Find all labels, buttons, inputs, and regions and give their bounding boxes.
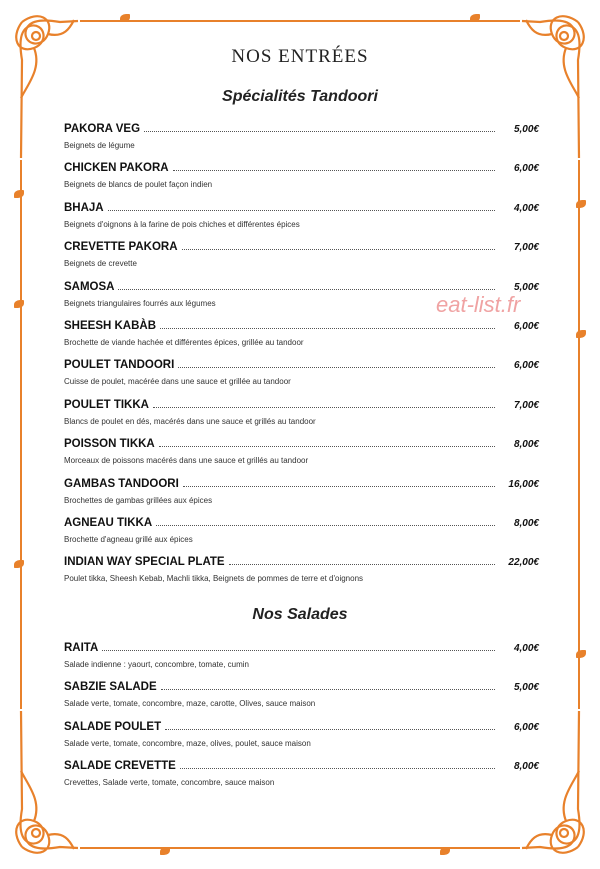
item-name: BHAJA (64, 201, 104, 214)
item-description: Blancs de poulet en dés, macérés dans une sauce et grillés au tandoor (64, 416, 316, 426)
menu-item (64, 398, 539, 437)
salades-list (64, 641, 539, 799)
item-description: Brochette d'agneau grillé aux épices (64, 534, 193, 544)
item-name: AGNEAU TIKKA (64, 516, 153, 529)
item-description: Poulet tikka, Sheesh Kebab, Machli tikka, Beignets de pommes de terre et d'oignons (64, 574, 364, 584)
leaf-icon (160, 847, 170, 855)
frame-right-line (578, 160, 580, 709)
dot-leader (144, 122, 495, 132)
leaf-icon (14, 560, 24, 568)
item-description: Beignets de blancs de poulet façon indien (64, 180, 213, 190)
item-name: GAMBAS TANDOORI (64, 477, 179, 490)
leaf-icon (14, 190, 24, 198)
frame-bottom-line (80, 847, 520, 849)
item-description: Salade verte, tomate, concombre, maze, carotte, Olives, sauce maison (64, 699, 316, 709)
item-description: Beignets triangulaires fourrés aux légumes (64, 298, 216, 308)
item-name: POULET TANDOORI (64, 359, 175, 372)
menu-item (64, 759, 539, 798)
item-name: SAMOSA (64, 280, 115, 293)
dot-leader (173, 161, 495, 171)
item-description: Salade indienne : yaourt, concombre, tomate, cumin (64, 660, 249, 669)
dot-leader (180, 759, 495, 769)
menu-item (64, 358, 539, 397)
item-name: SHEESH KABÀB (64, 319, 157, 332)
section-title-salades: Nos Salades (252, 606, 348, 623)
menu-item (64, 477, 539, 516)
item-name: SALADE CREVETTE (64, 760, 176, 773)
item-price: 8,00€ (513, 761, 539, 773)
leaf-icon (440, 847, 450, 855)
item-price: 8,00€ (513, 517, 539, 529)
menu-item (64, 680, 539, 719)
dot-leader (102, 641, 495, 651)
item-name: SABZIE SALADE (64, 681, 157, 694)
item-price: 4,00€ (513, 202, 539, 214)
item-price: 16,00€ (508, 478, 539, 490)
item-name: SALADE POULET (64, 720, 162, 733)
dot-leader (156, 516, 495, 526)
frame-top-line (80, 20, 520, 22)
menu-item (64, 161, 539, 200)
menu-item (64, 641, 539, 680)
item-description: Salade verte, tomate, concombre, maze, olives, poulet, sauce maison (64, 738, 311, 748)
item-name: CHICKEN PAKORA (64, 162, 169, 175)
item-price: 5,00€ (513, 682, 539, 694)
item-name: PAKORA VEG (64, 123, 141, 135)
dot-leader (153, 398, 495, 408)
item-name: CREVETTE PAKORA (64, 241, 178, 254)
menu-item (64, 720, 539, 759)
dot-leader (183, 477, 495, 487)
dot-leader (182, 240, 495, 250)
item-description: Brochettes de gambas grillées aux épices (64, 495, 213, 505)
page-title: NOS ENTRÉES (231, 46, 369, 67)
item-price: 4,00€ (513, 643, 539, 654)
dot-leader (108, 201, 495, 211)
tandoori-list (64, 122, 539, 595)
item-price: 7,00€ (513, 242, 539, 254)
item-price: 5,00€ (513, 124, 539, 135)
item-price: 6,00€ (513, 721, 539, 733)
frame-left-line (20, 160, 22, 709)
leaf-icon (576, 330, 586, 338)
menu-item (64, 516, 539, 555)
menu-item (64, 240, 539, 279)
dot-leader (178, 358, 495, 368)
item-price: 6,00€ (513, 320, 539, 332)
item-price: 6,00€ (513, 163, 539, 175)
item-description: Beignets d'oignons à la farine de pois chiches et différentes épices (64, 219, 300, 229)
menu-item (64, 437, 539, 476)
item-price: 5,00€ (513, 281, 539, 293)
item-price: 7,00€ (513, 399, 539, 411)
menu-item (64, 319, 539, 358)
menu-item (64, 201, 539, 240)
item-name: RAITA (64, 642, 99, 654)
item-price: 22,00€ (508, 557, 539, 569)
item-description: Cuisse de poulet, macérée dans une sauce et grillée au tandoor (64, 377, 291, 387)
item-description: Beignets de crevette (64, 259, 137, 269)
item-price: 8,00€ (513, 439, 539, 451)
menu-item (64, 122, 539, 161)
item-description: Beignets de légume (64, 141, 135, 150)
dot-leader (161, 680, 495, 690)
leaf-icon (576, 650, 586, 658)
item-name: POULET TIKKA (64, 398, 149, 411)
leaf-icon (576, 200, 586, 208)
menu-item (64, 555, 539, 594)
item-name: INDIAN WAY SPECIAL PLATE (64, 556, 225, 569)
item-price: 6,00€ (513, 360, 539, 372)
leaf-icon (14, 300, 24, 308)
item-name: POISSON TIKKA (64, 438, 155, 451)
dot-leader (159, 437, 495, 447)
dot-leader (229, 555, 495, 565)
watermark: eat-list.fr (436, 292, 521, 317)
item-description: Morceaux de poissons macérés dans une sauce et grillés au tandoor (64, 456, 309, 466)
section-title-tandoori: Spécialités Tandoori (222, 88, 378, 105)
item-description: Brochette de viande hachée et différentes épices, grillée au tandoor (64, 337, 304, 347)
item-description: Crevettes, Salade verte, tomate, concombre, sauce maison (64, 778, 275, 788)
dot-leader (165, 720, 495, 730)
dot-leader (160, 319, 495, 329)
dot-leader (118, 280, 495, 290)
